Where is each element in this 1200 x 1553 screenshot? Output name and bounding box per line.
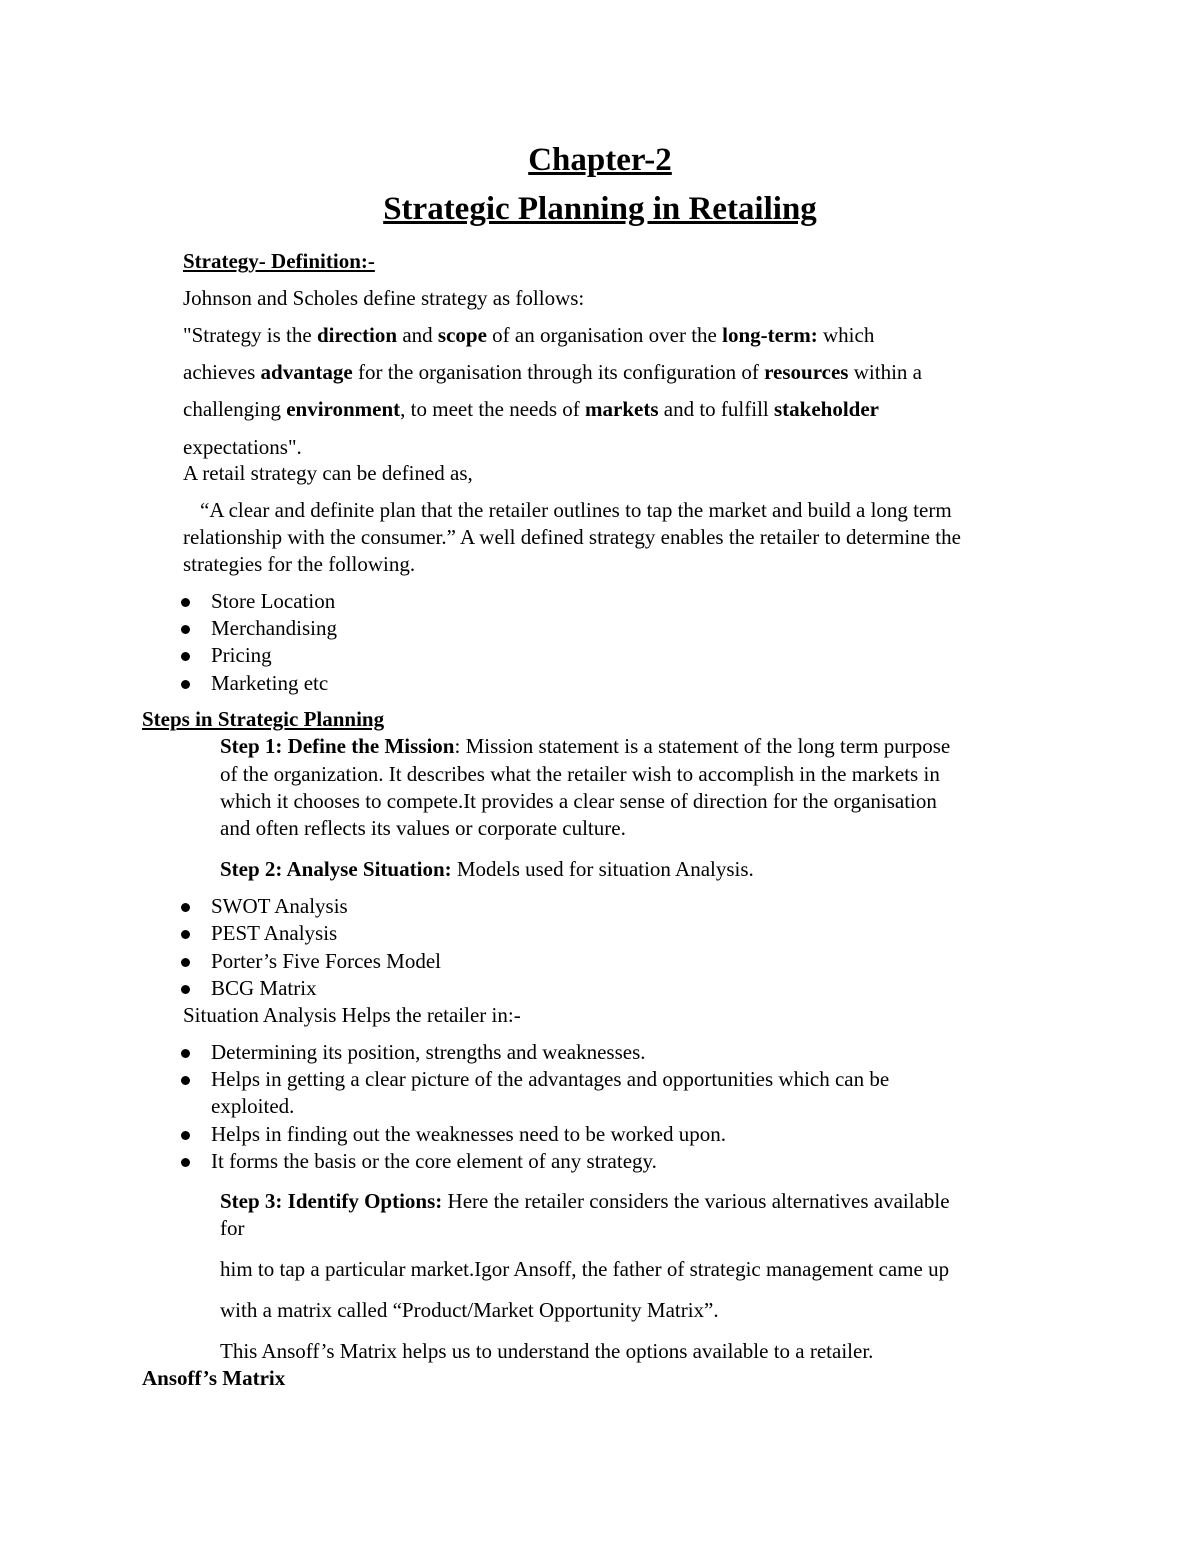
retail-definition-line-2: relationship with the consumer.” A well defined strategy enables the retailer to determine the xyxy=(183,525,961,549)
bullet-icon xyxy=(181,625,190,634)
list-item: Porter’s Five Forces Model xyxy=(211,949,442,973)
quote-line-1 xyxy=(183,323,874,348)
step1-line-2: of the organization. It describes what the retailer wish to accomplish in the markets in xyxy=(220,762,940,786)
text-bold: direction xyxy=(316,323,398,347)
list-item: It forms the basis or the core element of any strategy. xyxy=(211,1149,657,1173)
page-title: Strategic Planning in Retailing xyxy=(383,191,817,227)
step1-label: Step 1: Define the Mission xyxy=(220,734,455,758)
retail-intro: A retail strategy can be defined as, xyxy=(183,461,473,485)
list-item: Pricing xyxy=(211,643,272,667)
text-span: , to meet the needs of xyxy=(400,397,586,421)
text-span: of an organisation over the xyxy=(486,323,723,347)
quote-line-2 xyxy=(183,360,922,385)
step3-line-3: him to tap a particular market.Igor Ansoff, the father of strategic management came up xyxy=(220,1257,950,1281)
definition-heading: Strategy- Definition:- xyxy=(183,249,375,273)
retail-definition-line-3: strategies for the following. xyxy=(183,552,416,576)
step3-line-4: with a matrix called “Product/Market Opportunity Matrix”. xyxy=(220,1298,719,1322)
list-item: Marketing etc xyxy=(211,671,329,695)
ansoff-heading: Ansoff’s Matrix xyxy=(142,1366,286,1390)
list-item: SWOT Analysis xyxy=(211,894,348,918)
text-bold: scope xyxy=(437,323,487,347)
list-item: Merchandising xyxy=(211,616,337,640)
bullet-icon xyxy=(181,1131,190,1140)
step1-line-3: which it chooses to compete.It provides a clear sense of direction for the organisation xyxy=(220,789,937,813)
text-span: within a xyxy=(848,360,922,384)
text-span: Here the retailer considers the various alternatives available xyxy=(442,1189,950,1213)
text-span: "Strategy is the xyxy=(183,323,317,347)
chapter-title: Chapter-2 xyxy=(528,142,672,178)
text-bold: long-term: xyxy=(722,323,818,347)
bullet-icon xyxy=(181,903,190,912)
text-span: achieves xyxy=(183,360,261,384)
text-bold: environment xyxy=(286,397,401,421)
text-span: and to fulfill xyxy=(658,397,774,421)
bullet-icon xyxy=(181,598,190,607)
step1-line-4: and often reflects its values or corporate culture. xyxy=(220,816,626,840)
text-span: Models used for situation Analysis. xyxy=(451,857,754,881)
quote-line-3 xyxy=(183,397,879,422)
bullet-icon xyxy=(181,680,190,689)
steps-heading: Steps in Strategic Planning xyxy=(142,707,385,731)
list-item: Helps in finding out the weaknesses need to be worked upon. xyxy=(211,1122,726,1146)
step3-line-2: for xyxy=(220,1216,245,1240)
list-item-continued: exploited. xyxy=(211,1094,295,1118)
bullet-icon xyxy=(181,985,190,994)
bullet-icon xyxy=(181,930,190,939)
definition-intro: Johnson and Scholes define strategy as follows: xyxy=(183,286,585,310)
bullet-icon xyxy=(181,1158,190,1167)
step2-label: Step 2: Analyse Situation: xyxy=(220,857,452,881)
text-bold: advantage xyxy=(260,360,353,384)
bullet-icon xyxy=(181,958,190,967)
text-span: challenging xyxy=(183,397,287,421)
bullet-icon xyxy=(181,1049,190,1058)
retail-definition-line-1: “A clear and definite plan that the retailer outlines to tap the market and build a long term xyxy=(200,498,952,522)
list-item: Helps in getting a clear picture of the advantages and opportunities which can be xyxy=(211,1067,890,1091)
list-item: PEST Analysis xyxy=(211,921,338,945)
step3-line-5: This Ansoff’s Matrix helps us to understand the options available to a retailer. xyxy=(220,1339,874,1363)
text-span: which xyxy=(817,323,875,347)
bullet-icon xyxy=(181,1076,190,1085)
list-item: Store Location xyxy=(211,589,336,613)
text-span: for the organisation through its configuration of xyxy=(352,360,765,384)
text-span: : Mission statement is a statement of the long term purpose xyxy=(454,734,951,758)
list-item: Determining its position, strengths and weaknesses. xyxy=(211,1040,646,1064)
list-item: BCG Matrix xyxy=(211,976,317,1000)
step1-line-1 xyxy=(220,734,950,759)
step3-line-1 xyxy=(220,1189,950,1214)
step2-line xyxy=(220,857,754,882)
bullet-icon xyxy=(181,652,190,661)
text-span: and xyxy=(397,323,438,347)
helps-intro: Situation Analysis Helps the retailer in:- xyxy=(183,1003,521,1027)
text-bold: markets xyxy=(585,397,659,421)
text-bold: stakeholder xyxy=(774,397,879,421)
step3-label: Step 3: Identify Options: xyxy=(220,1189,443,1213)
text-bold: resources xyxy=(764,360,849,384)
quote-line-4: expectations". xyxy=(183,435,302,459)
